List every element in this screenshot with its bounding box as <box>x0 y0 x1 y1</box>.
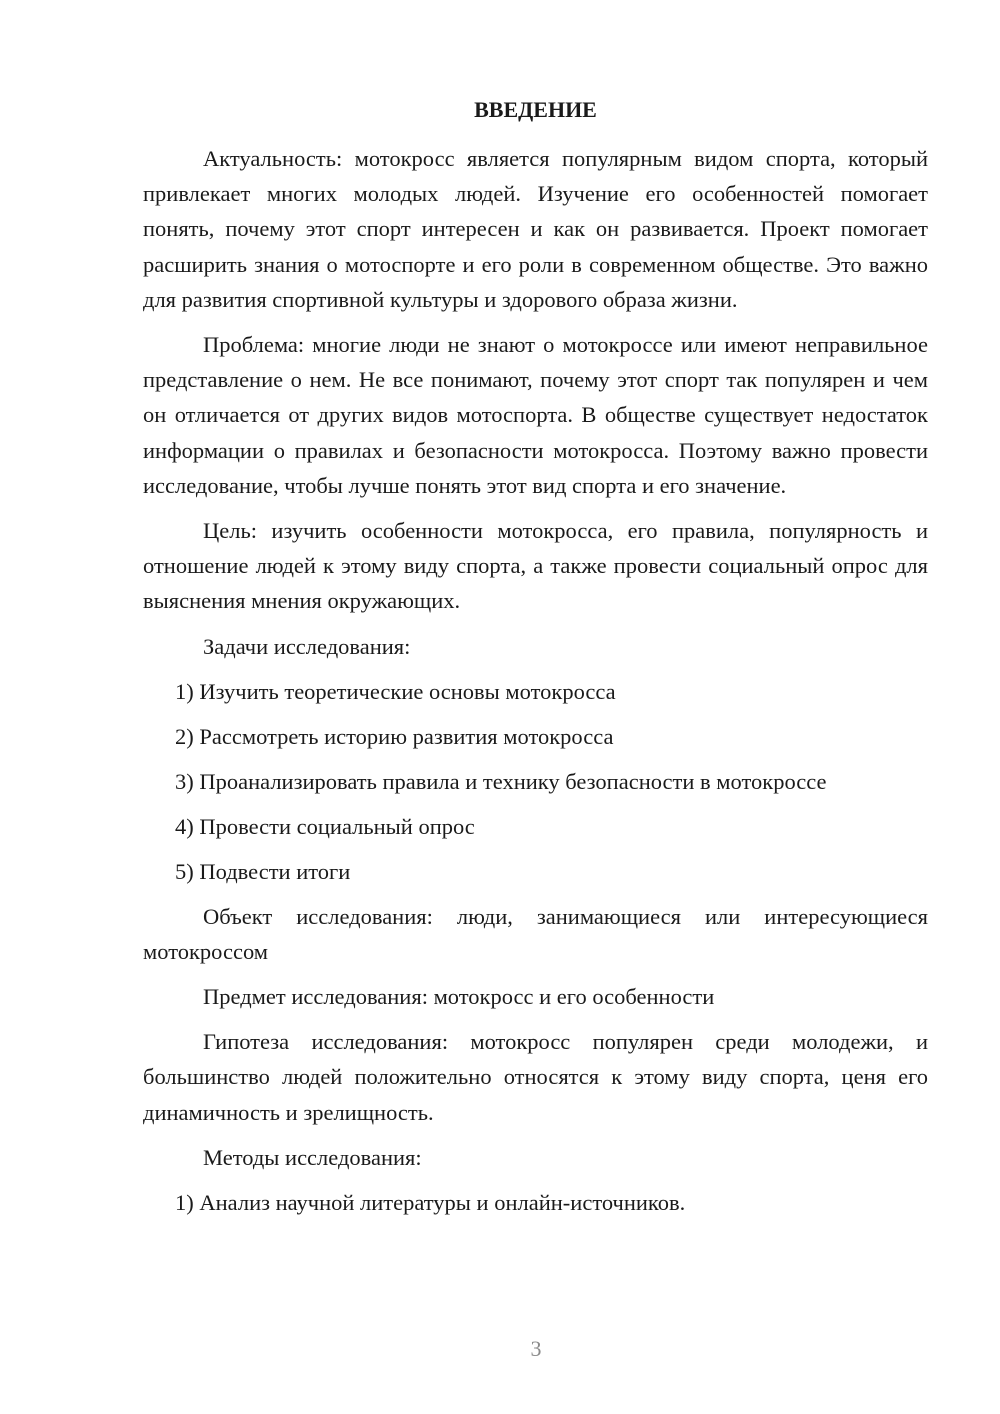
methods-list <box>143 1185 928 1220</box>
page-title: ВВЕДЕНИЕ <box>474 97 597 122</box>
methods-label: Методы исследования: <box>203 1144 422 1170</box>
task-item: 1) Изучить теоретические основы мотокросса <box>175 678 616 704</box>
hypothesis-paragraph: Гипотеза исследования: мотокросс популярен среди молодежи, и большинство людей положительно относятся к этому виду спорта, ценя его динамичность и зрелищность. <box>143 1029 928 1125</box>
method-item: 1) Анализ научной литературы и онлайн-источников. <box>175 1189 686 1215</box>
tasks-label: Задачи исследования: <box>203 633 411 659</box>
subject-paragraph: Предмет исследования: мотокросс и его особенности <box>203 984 715 1010</box>
relevance-paragraph: Актуальность: мотокросс является популярным видом спорта, который привлекает многих молодых людей. Изучение его особенностей помогает понять, почему этот спорт интересен и как он развивается. Проект помогает расширить знания о мотоспорте и его роли в современном обществе. Это важно для развития спортивной культуры и здорового образа жизни. <box>143 146 928 312</box>
task-item: 2) Рассмотреть историю развития мотокросса <box>175 723 614 749</box>
task-item: 4) Провести социальный опрос <box>175 813 475 839</box>
page-content <box>143 95 928 1230</box>
goal-paragraph: Цель: изучить особенности мотокросса, его правила, популярность и отношение людей к этому виду спорта, а также провести социальный опрос для выяснения мнения окружающих. <box>143 518 928 614</box>
page-number: 3 <box>530 1336 542 1361</box>
object-paragraph: Объект исследования: люди, занимающиеся или интересующиеся мотокроссом <box>143 903 928 964</box>
task-item: 3) Проанализировать правила и технику безопасности в мотокроссе <box>175 768 827 794</box>
problem-paragraph: Проблема: многие люди не знают о мотокроссе или имеют неправильное представление о нем. Не все понимают, почему этот спорт так популярен и чем он отличается от других видов мотоспорта. В обществе существует недостаток информации о правилах и безопасности мотокросса. Поэтому важно провести исследование, чтобы лучше понять этот вид спорта и его значение. <box>143 332 928 498</box>
task-item: 5) Подвести итоги <box>175 858 351 884</box>
tasks-list <box>143 674 928 889</box>
